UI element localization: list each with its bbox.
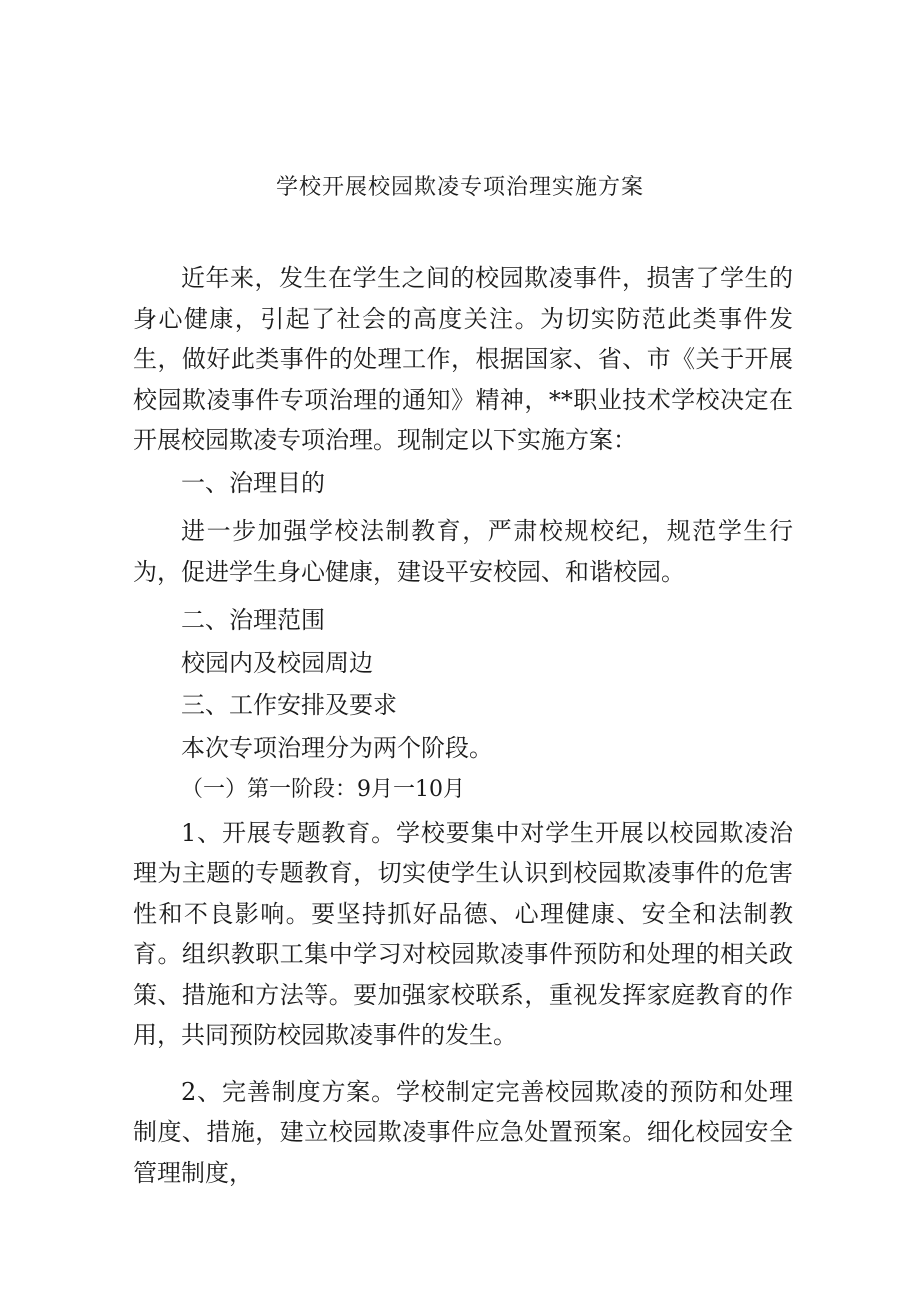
- section-body-arrangement: 本次专项治理分为两个阶段。: [181, 733, 493, 762]
- document-body: [133, 258, 793, 1193]
- list-item-special-education: 1、开展专题教育。学校要集中对学生开展以校园欺凌治理为主题的专题教育，切实使学生认识到校园欺凌事件的危害性和不良影响。要坚持抓好品德、心理健康、安全和法制教育。组织教职工集中学习对校园欺凌事件预防和处理的相关政策、措施和方法等。要加强家校联系，重视发挥家庭教育的作用，共同预防校园欺凌事件的发生。: [133, 818, 793, 1049]
- section-heading-arrangement: 三、工作安排及要求: [181, 691, 397, 719]
- intro-paragraph: 近年来，发生在学生之间的校园欺凌事件，损害了学生的身心健康，引起了社会的高度关注。为切实防范此类事件发生，做好此类事件的处理工作，根据国家、省、市《关于开展校园欺凌事件专项治理的通知》精神，**职业技术学校决定在开展校园欺凌专项治理。现制定以下实施方案：: [133, 264, 793, 454]
- stage-heading-first: （一）第一阶段：9月一10月: [181, 777, 465, 802]
- section-body-purpose: 进一步加强学校法制教育，严肃校规校纪，规范学生行为，促进学生身心健康，建设平安校园、和谐校园。: [133, 517, 793, 586]
- section-body-scope: 校园内及校园周边: [181, 648, 373, 677]
- section-heading-purpose: 一、治理目的: [181, 468, 325, 497]
- document-title: 学校开展校园欺凌专项治理实施方案: [275, 175, 644, 200]
- list-item-improve-system: 2、完善制度方案。学校制定完善校园欺凌的预防和处理制度、措施，建立校园欺凌事件应急处置预案。细化校园安全管理制度，: [133, 1077, 793, 1187]
- section-heading-scope: 二、治理范围: [181, 606, 325, 634]
